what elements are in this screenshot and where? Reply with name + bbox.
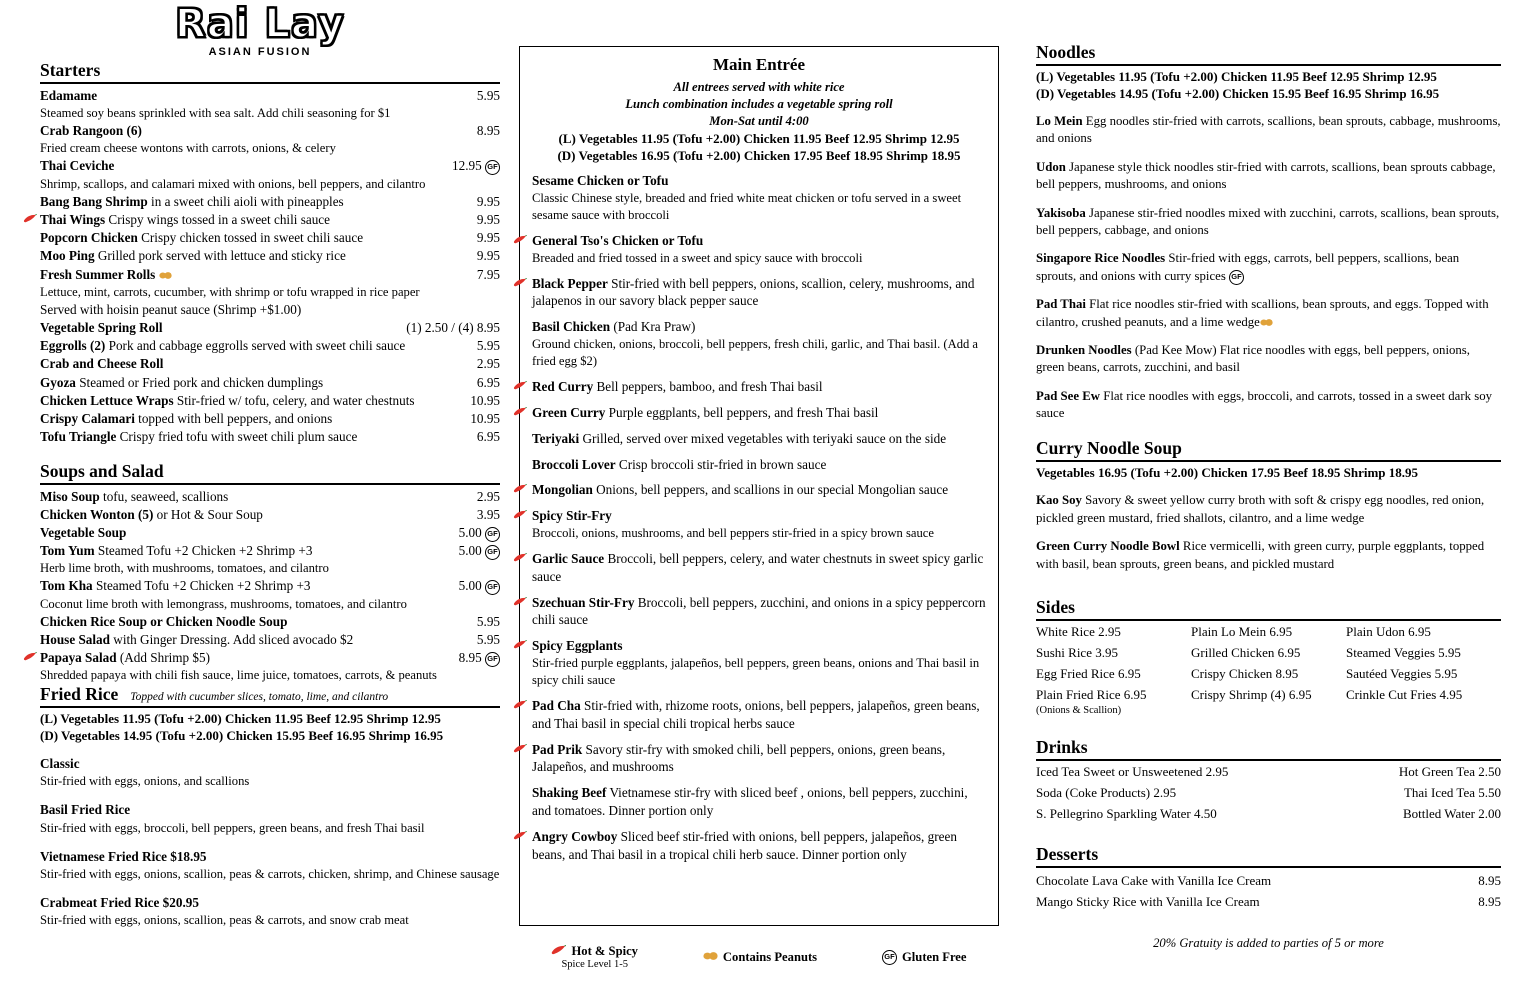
menu-item-price: 8.95 GF [459, 649, 500, 667]
menu-item [40, 355, 500, 373]
menu-item-name: Crab and Cheese Roll [40, 356, 164, 372]
menu-item-name: Mongolian Onions, bell peppers, and scallions in our special Mongolian sauce [532, 482, 949, 498]
menu-item-name: Angry Cowboy Sliced beef stir-fried with onions, bell peppers, jalapeños, green beans, and Thai basil in a tropical chili herb sauce. Dinner portion only [532, 828, 957, 862]
section-title-starters: Starters [40, 60, 500, 84]
menu-item: Green Curry Noodle Bowl Rice vermicelli, with green curry, purple eggplants, topped with basil, bean sprouts, green beans, and pickled mustard [1036, 539, 1485, 571]
menu-item [530, 507, 988, 542]
menu-item [40, 211, 500, 229]
menu-item-name: Thai Ceviche [40, 158, 115, 174]
menu-item-name: Moo Ping Grilled pork served with lettuce and sticky rice [40, 248, 346, 264]
menu-item-name: Pad Prik Savory stir-fry with smoked chili, bell peppers, onions, green beans, Jalapeños, and mushrooms [532, 741, 946, 775]
menu-item-name: Chicken Wonton (5) or Hot & Sour Soup [40, 506, 263, 522]
chili-icon [513, 700, 527, 709]
section-title-fried-rice [40, 684, 500, 708]
menu-item-name: Pad Cha Stir-fried with, rhizome roots, onions, bell peppers, jalapeños, green beans, and Thai basil in special chili tropical herbs sauce [532, 698, 980, 731]
side-item-note: (Onions & Scallion) [1036, 704, 1122, 716]
drink-item: Hot Green Tea 2.50 [1398, 764, 1501, 780]
menu-item [530, 378, 988, 396]
menu-item-name: Bang Bang Shrimp in a sweet chili aioli with pineapples [40, 193, 344, 209]
menu-item-price: 6.95 [476, 374, 500, 390]
menu-item-name: Tom Yum Steamed Tofu +2 Chicken +2 Shrimp +3 [40, 543, 313, 559]
menu-item-description: Classic Chinese style, breaded and fried white meat chicken or tofu served in a sweet sesame sauce with broccoli [532, 190, 962, 222]
legend-spicy-label: Hot & Spicy [571, 944, 638, 958]
menu-item [530, 697, 988, 733]
menu-item-description: Herb lime broth, with mushrooms, tomatoes, and cilantro [40, 561, 329, 576]
price-line: (L) Vegetables 11.95 (Tofu +2.00) Chicken 11.95 Beef 12.95 Shrimp 12.95 [40, 711, 441, 727]
menu-item-description: Stir-fried with eggs, onions, scallion, peas & carrots, chicken, shrimp, and Chinese sausage [40, 866, 500, 881]
menu-item [40, 229, 500, 247]
menu-item [40, 894, 500, 929]
menu-item-price: 5.95 [476, 338, 500, 354]
menu-item-name: Vegetable Soup [40, 524, 127, 540]
chili-icon [513, 510, 527, 519]
gluten-free-icon: GF [485, 160, 500, 175]
menu-item-description: Stir-fried with eggs, onions, and scallions [40, 774, 250, 789]
gluten-free-icon: GF [485, 527, 500, 542]
main-entree-box [519, 46, 999, 926]
menu-item [40, 193, 500, 211]
menu-item-name: Teriyaki Grilled, served over mixed vegetables with teriyaki sauce on the side [532, 430, 947, 446]
menu-item: Singapore Rice Noodles Stir-fried with eggs, carrots, bell peppers, scallions, bean sprouts, and onions with curry spices GF [1036, 251, 1460, 283]
menu-item-name: Tofu Triangle Crispy fried tofu with sweet chili plum sauce [40, 429, 358, 445]
section-title-curry-noodle-soup: Curry Noodle Soup [1036, 438, 1501, 462]
price-line: (D) Vegetables 14.95 (Tofu +2.00) Chicken 15.95 Beef 16.95 Shrimp 16.95 [1036, 86, 1440, 101]
dessert-item [1036, 894, 1501, 910]
chili-icon [551, 944, 566, 959]
entree-subtitle-1: All entrees served with white rice [673, 80, 845, 94]
menu-item: Kao Soy Savory & sweet yellow curry broth with soft & crispy egg noodles, red onion, pickled green mustard, fried shallots, cilantro, and a lime wedge [1036, 493, 1485, 525]
price-line: (L) Vegetables 11.95 (Tofu +2.00) Chicken 11.95 Beef 12.95 Shrimp 12.95 [1036, 69, 1437, 84]
gluten-free-icon: GF [882, 950, 897, 965]
menu-item [40, 87, 500, 105]
section-title-desserts: Desserts [1036, 844, 1501, 868]
menu-item-price: 5.00 GF [459, 577, 500, 595]
menu-item [530, 318, 988, 370]
chili-icon [513, 640, 527, 649]
menu-item-name: Tom Kha Steamed Tofu +2 Chicken +2 Shrimp +3 [40, 578, 311, 594]
legend-peanuts-label: Contains Peanuts [722, 949, 818, 964]
chili-icon [513, 381, 527, 390]
menu-item-description: Shrimp, scallops, and calamari mixed with onions, bell peppers, and cilantro [40, 176, 426, 191]
middle-column [519, 22, 999, 926]
price-line: (D) Vegetables 14.95 (Tofu +2.00) Chicken 15.95 Beef 16.95 Shrimp 16.95 [40, 728, 444, 744]
menu-item [40, 848, 500, 883]
side-item: Plain Lo Mein 6.95 [1191, 624, 1293, 640]
menu-item [40, 122, 500, 140]
menu-item [40, 506, 500, 524]
dessert-price: 8.95 [1478, 873, 1501, 889]
gluten-free-icon: GF [485, 580, 500, 595]
entree-prices [530, 131, 988, 164]
menu-item [40, 157, 500, 175]
entree-list [530, 172, 988, 864]
menu-item-name: Sesame Chicken or Tofu [532, 173, 669, 188]
right-column [1036, 42, 1501, 951]
menu-item-name: Basil Chicken (Pad Kra Praw) [532, 319, 696, 335]
section-title-soups-salad: Soups and Salad [40, 461, 500, 485]
menu-item-description: Shredded papaya with chili fish sauce, lime juice, tomatoes, carrots, & peanuts [40, 668, 437, 683]
side-item: Sushi Rice 3.95 [1036, 644, 1118, 660]
menu-item [530, 172, 988, 224]
menu-item-name: Chicken Rice Soup or Chicken Noodle Soup [40, 613, 288, 629]
menu-item-name: Broccoli Lover Crisp broccoli stir-fried in brown sauce [532, 456, 827, 472]
menu-item-name: House Salad with Ginger Dressing. Add sliced avocado $2 [40, 631, 354, 647]
menu-item-name: Popcorn Chicken Crispy chicken tossed in sweet chili sauce [40, 230, 364, 246]
starters-list [40, 87, 500, 447]
legend [519, 944, 999, 970]
menu-item-name: Red Curry Bell peppers, bamboo, and fresh Thai basil [532, 379, 823, 395]
drink-item: Iced Tea Sweet or Unsweetened 2.95 [1036, 764, 1229, 780]
chili-icon [513, 484, 527, 493]
menu-item-price: 2.95 [476, 488, 500, 504]
menu-item: Pad See Ew Flat rice noodles with eggs, broccoli, and carrots, tossed in a sweet dark soy sauce [1036, 388, 1492, 421]
drink-item: S. Pellegrino Sparkling Water 4.50 [1036, 806, 1217, 822]
menu-item [40, 337, 500, 355]
menu-item-name: Edamame [40, 88, 98, 103]
logo-subtitle: ASIAN FUSION [208, 46, 312, 58]
left-column [40, 60, 500, 929]
menu-item [40, 488, 500, 506]
menu-item-description: Stir-fried purple eggplants, jalapeños, bell peppers, green beans, onions and Thai basil in spicy chili sauce [532, 656, 980, 687]
side-item: Crispy Shrimp (4) 6.95 [1191, 686, 1312, 702]
menu-item-price: 5.95 [476, 88, 500, 103]
menu-item [530, 594, 988, 630]
dessert-name: Mango Sticky Rice with Vanilla Ice Cream [1036, 894, 1260, 910]
menu-item-name: Thai Wings Crispy wings tossed in a sweet chili sauce [40, 211, 331, 227]
menu-item [40, 374, 500, 392]
menu-item-description: Ground chicken, onions, broccoli, bell peppers, fresh chili, garlic, and Thai basil. (Add a fried egg $2) [532, 337, 979, 369]
menu-item-name: Crab Rangoon (6) [40, 123, 142, 139]
menu-item-price: 10.95 [470, 392, 500, 408]
sides-grid [1036, 624, 1501, 717]
menu-item-price: 9.95 [476, 193, 500, 209]
menu-item [530, 481, 988, 499]
menu-item [530, 784, 988, 820]
menu-item-price: 5.00 GF [459, 524, 500, 542]
chili-icon [513, 597, 527, 606]
menu-item-price: (1) 2.50 / (4) 8.95 [406, 319, 500, 335]
main-entree-title: Main Entrée [712, 55, 806, 74]
fried-rice-list [40, 755, 500, 929]
menu-item [40, 577, 500, 595]
legend-gluten-free [882, 950, 966, 965]
menu-item-price: 3.95 [476, 506, 500, 522]
side-item: Grilled Chicken 6.95 [1191, 644, 1301, 660]
menu-item [530, 741, 988, 777]
menu-item-name: Gyoza Steamed or Fried pork and chicken dumplings [40, 374, 324, 390]
drinks-grid [1036, 764, 1501, 822]
legend-gluten-free-label: Gluten Free [902, 949, 967, 964]
price-line: (D) Vegetables 16.95 (Tofu +2.00) Chicken 17.95 Beef 18.95 Shrimp 18.95 [557, 148, 961, 163]
desserts-list [1036, 873, 1501, 910]
menu-item [40, 631, 500, 649]
menu-item [40, 649, 500, 667]
menu-item-name: Chicken Lettuce Wraps Stir-fried w/ tofu, celery, and water chestnuts [40, 392, 415, 408]
menu-item-name: Crispy Calamari topped with bell peppers, and onions [40, 411, 333, 427]
menu-item-price: 2.95 [476, 356, 500, 372]
menu-item-price: 6.95 [476, 429, 500, 445]
chili-icon [513, 235, 527, 244]
side-item: Sautéed Veggies 5.95 [1346, 665, 1458, 681]
fried-rice-prices [40, 711, 500, 744]
menu-item-name: Spicy Eggplants [532, 638, 623, 654]
section-title-sides: Sides [1036, 597, 1501, 621]
menu-item-name: Vegetable Spring Roll [40, 319, 163, 335]
menu-item [530, 550, 988, 586]
chili-icon [23, 214, 37, 223]
menu-item-name: Garlic Sauce Broccoli, bell peppers, celery, and water chestnuts in sweet spicy garlic sauce [532, 550, 984, 584]
chili-icon [513, 831, 527, 840]
menu-item-description: Steamed soy beans sprinkled with sea salt. Add chili seasoning for $1 [40, 106, 391, 121]
menu-item-description: Fried cream cheese wontons with carrots, onions, & celery [40, 141, 336, 156]
menu-item-price: 9.95 [476, 248, 500, 264]
fried-rice-title: Fried Rice [40, 684, 119, 705]
menu-note: Served with hoisin peanut sauce (Shrimp +$1.00) [40, 301, 302, 317]
legend-spicy [551, 944, 637, 970]
curry-noodle-list [1036, 492, 1501, 573]
menu-item-price: 7.95 [476, 266, 500, 282]
drink-item: Thai Iced Tea 5.50 [1403, 785, 1501, 801]
dessert-price: 8.95 [1478, 894, 1501, 910]
menu-item-price: 5.00 GF [459, 542, 500, 560]
noodles-prices [1036, 69, 1501, 102]
menu-item-price: 5.95 [476, 631, 500, 647]
menu-item-description: Stir-fried with eggs, broccoli, bell peppers, green beans, and fresh Thai basil [40, 820, 425, 835]
menu-item: Udon Japanese style thick noodles stir-fried with carrots, scallions, bean sprouts cabbage, bell peppers, mushrooms, and onions [1036, 159, 1496, 192]
menu-item-name: Miso Soup tofu, seaweed, scallions [40, 488, 229, 504]
menu-item [40, 428, 500, 446]
menu-item: Yakisoba Japanese stir-fried noodles mixed with zucchini, carrots, scallions, bean sprouts, bell peppers, cabbage, and onions [1036, 205, 1500, 237]
fried-rice-note: Topped with cucumber slices, tomato, lime, and cilantro [130, 691, 389, 704]
menu-item-price: 8.95 [476, 123, 500, 139]
side-item: Crinkle Cut Fries 4.95 [1346, 686, 1463, 702]
noodles-list [1036, 113, 1501, 422]
chili-icon [513, 553, 527, 562]
menu-item [530, 430, 988, 448]
menu-item-price: 9.95 [476, 211, 500, 227]
menu-item [530, 828, 988, 864]
menu-item [530, 404, 988, 422]
menu-item-name: Crabmeat Fried Rice $20.95 [40, 894, 199, 910]
menu-item-price: 5.95 [476, 613, 500, 629]
gluten-free-icon: GF [485, 545, 500, 560]
curry-noodle-price-line: Vegetables 16.95 (Tofu +2.00) Chicken 17.95 Beef 18.95 Shrimp 18.95 [1036, 465, 1419, 481]
menu-item-name: Vietnamese Fried Rice $18.95 [40, 848, 207, 864]
menu-item-name: General Tso's Chicken or Tofu [532, 232, 704, 248]
chili-icon [513, 407, 527, 416]
menu-item-name: Black Pepper Stir-fried with bell peppers, onions, scallion, celery, mushrooms, and jalapenos in our savory black pepper sauce [532, 275, 975, 309]
menu-item-price: 9.95 [476, 230, 500, 246]
gratuity-note: 20% Gratuity is added to parties of 5 or more [1153, 936, 1384, 951]
side-item: Plain Fried Rice 6.95 (Onions & Scallion) [1036, 687, 1191, 718]
peanut-icon [1260, 315, 1273, 324]
menu-item [40, 613, 500, 631]
side-item: White Rice 2.95 [1036, 624, 1121, 640]
dessert-item [1036, 873, 1501, 889]
menu-item: Drunken Noodles (Pad Kee Mow) Flat rice noodles with eggs, bell peppers, onions, green beans, carrots, zucchini, and basil [1036, 342, 1470, 375]
menu-item [40, 801, 500, 836]
menu-item [40, 247, 500, 265]
menu-item [530, 456, 988, 474]
gluten-free-icon: GF [485, 652, 500, 667]
menu-item: Lo Mein Egg noodles stir-fried with carrots, scallions, bean sprouts, cabbage, mushrooms, and onions [1036, 114, 1501, 146]
menu-item [40, 542, 500, 560]
menu-item-name: Classic [40, 756, 80, 772]
drink-item: Soda (Coke Products) 2.95 [1036, 785, 1177, 801]
menu-item-description: Stir-fried with eggs, onions, scallion, peas & carrots, and snow crab meat [40, 913, 409, 928]
side-item: Steamed Veggies 5.95 [1346, 644, 1461, 660]
menu-item: Pad Thai Flat rice noodles stir-fried with scallions, bean sprouts, and eggs. Topped with cilantro, crushed peanuts, and a lime wedge [1036, 297, 1489, 329]
side-item: Egg Fried Rice 6.95 [1036, 665, 1141, 681]
section-title-drinks: Drinks [1036, 737, 1501, 761]
menu-item-name: Spicy Stir-Fry [532, 508, 612, 524]
restaurant-logo [150, 1, 370, 58]
menu-item [530, 275, 988, 311]
menu-item [530, 232, 988, 267]
side-item: Crispy Chicken 8.95 [1191, 665, 1299, 681]
menu-item-name: Green Curry Purple eggplants, bell peppers, and fresh Thai basil [532, 404, 879, 420]
peanut-icon [159, 267, 172, 276]
legend-spice-level: Spice Level 1-5 [561, 959, 628, 970]
menu-item-description: Broccoli, onions, mushrooms, and bell peppers stir-fried in a spicy brown sauce [532, 525, 934, 540]
menu-item-price: 12.95 GF [452, 157, 500, 175]
legend-peanuts [703, 950, 817, 965]
entree-subtitle-3: Mon-Sat until 4:00 [709, 114, 809, 128]
menu-item-price: 10.95 [470, 411, 500, 427]
menu-item-name: Eggrolls (2) Pork and cabbage eggrolls served with sweet chili sauce [40, 338, 406, 354]
peanut-icon [703, 950, 718, 965]
entree-subtitle-2: Lunch combination includes a vegetable spring roll [625, 97, 893, 111]
menu-item-name: Fresh Summer Rolls [40, 266, 477, 284]
chili-icon [513, 278, 527, 287]
menu-item-description: Coconut lime broth with lemongrass, mushrooms, tomatoes, and cilantro [40, 596, 407, 611]
price-line: (L) Vegetables 11.95 (Tofu +2.00) Chicken 11.95 Beef 12.95 Shrimp 12.95 [558, 131, 960, 146]
chili-icon [513, 744, 527, 753]
soups-salad-list [40, 488, 500, 685]
menu-item [40, 392, 500, 410]
chili-icon [23, 652, 37, 661]
section-title-noodles: Noodles [1036, 42, 1501, 66]
menu-item [40, 524, 500, 542]
menu-item [530, 637, 988, 689]
menu-item-name: Basil Fried Rice [40, 802, 131, 818]
logo-name: Rai Lay [175, 1, 345, 47]
side-item: Plain Udon 6.95 [1346, 624, 1431, 640]
dessert-name: Chocolate Lava Cake with Vanilla Ice Cream [1036, 873, 1272, 889]
gluten-free-icon: GF [1229, 270, 1244, 285]
menu-item-name: Shaking Beef Vietnamese stir-fry with sliced beef , onions, bell peppers, zucchini, and tomatoes. Dinner portion only [532, 785, 968, 819]
menu-item-description: Breaded and fried tossed in a sweet and spicy sauce with broccoli [532, 250, 863, 265]
menu-item-name: Szechuan Stir-Fry Broccoli, bell peppers, zucchini, and onions in a spicy peppercorn chili sauce [532, 594, 986, 628]
menu-item-description: Lettuce, mint, carrots, cucumber, with shrimp or tofu wrapped in rice paper [40, 284, 420, 299]
menu-item [40, 319, 500, 337]
menu-item-name: Papaya Salad (Add Shrimp $5) [40, 650, 211, 666]
menu-item [40, 755, 500, 790]
menu-item [40, 266, 500, 284]
drink-item: Bottled Water 2.00 [1402, 806, 1501, 822]
menu-item [40, 410, 500, 428]
